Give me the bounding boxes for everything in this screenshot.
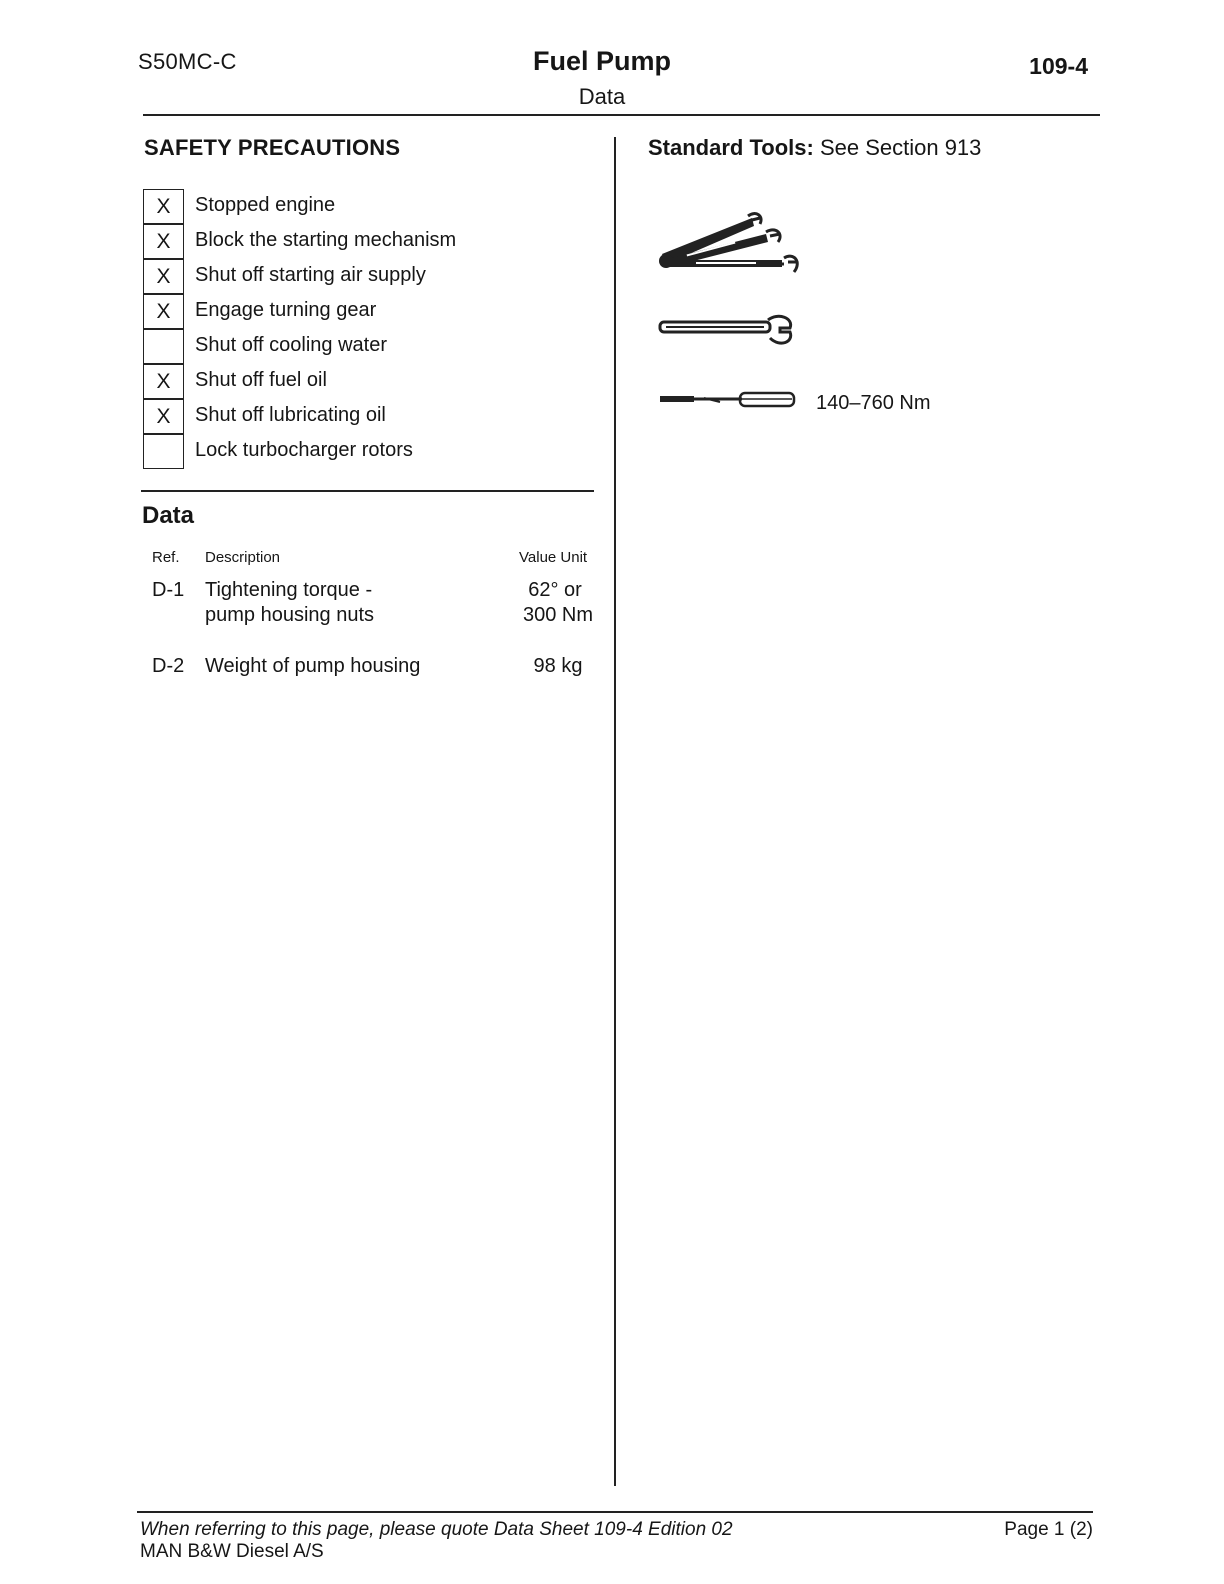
footer-divider — [137, 1511, 1093, 1513]
precaution-checkbox — [143, 329, 184, 364]
page-number: Page 1 (2) — [1004, 1519, 1093, 1540]
footer-reference: When referring to this page, please quote Data Sheet 109-4 Edition 02 — [140, 1519, 733, 1540]
precaution-item — [143, 364, 583, 399]
column-divider — [614, 137, 616, 1486]
sheet-number: 109-4 — [1029, 53, 1088, 79]
row-value: 300 Nm — [522, 604, 594, 626]
safety-precautions-title: SAFETY PRECAUTIONS — [144, 135, 401, 160]
precaution-label: Shut off starting air supply — [195, 264, 426, 286]
precaution-item — [143, 294, 583, 329]
precaution-label: Engage turning gear — [195, 299, 377, 321]
page-title: Fuel Pump — [532, 46, 671, 76]
header-divider — [143, 114, 1100, 116]
torque-range-label: 140–760 Nm — [816, 392, 931, 414]
precaution-label: Block the starting mechanism — [195, 229, 457, 251]
precaution-item — [143, 224, 583, 259]
column-header-ref: Ref. — [152, 549, 180, 566]
standard-tools-label: Standard Tools: — [648, 135, 814, 160]
precaution-label: Shut off lubricating oil — [195, 404, 386, 426]
standard-tools-title — [648, 135, 981, 161]
column-header-value-unit: Value Unit — [519, 549, 588, 566]
row-description: Weight of pump housing — [205, 655, 421, 677]
precaution-checkbox: X — [143, 224, 184, 259]
page-subtitle: Data — [578, 84, 626, 109]
standard-tools-reference: See Section 913 — [813, 135, 982, 160]
torque-wrench-icon — [658, 390, 800, 410]
precaution-checkbox: X — [143, 399, 184, 434]
precaution-item — [143, 259, 583, 294]
precaution-item — [143, 329, 583, 364]
precaution-checkbox: X — [143, 259, 184, 294]
company-name: MAN B&W Diesel A/S — [140, 1541, 324, 1562]
row-value: 98 kg — [533, 655, 583, 677]
row-ref: D-2 — [152, 655, 185, 677]
column-header-description: Description — [205, 549, 281, 566]
precaution-item — [143, 189, 583, 224]
precaution-checkbox: X — [143, 364, 184, 399]
precaution-item — [143, 434, 583, 469]
precaution-label: Shut off cooling water — [195, 334, 387, 356]
open-end-spanner-set-icon — [656, 208, 806, 284]
row-description: Tightening torque - — [205, 579, 373, 601]
data-section-title: Data — [142, 502, 195, 529]
row-value: 62° or — [528, 579, 582, 601]
precaution-checkbox: X — [143, 189, 184, 224]
precaution-label: Stopped engine — [195, 194, 336, 216]
row-description: pump housing nuts — [205, 604, 375, 626]
engine-model: S50MC-C — [138, 49, 237, 74]
precaution-item — [143, 399, 583, 434]
precaution-label: Lock turbocharger rotors — [195, 439, 413, 461]
section-divider — [141, 490, 594, 492]
precaution-checkbox: X — [143, 294, 184, 329]
row-ref: D-1 — [152, 579, 185, 601]
precaution-label: Shut off fuel oil — [195, 369, 327, 391]
spanner-icon — [658, 314, 800, 350]
precaution-checkbox — [143, 434, 184, 469]
